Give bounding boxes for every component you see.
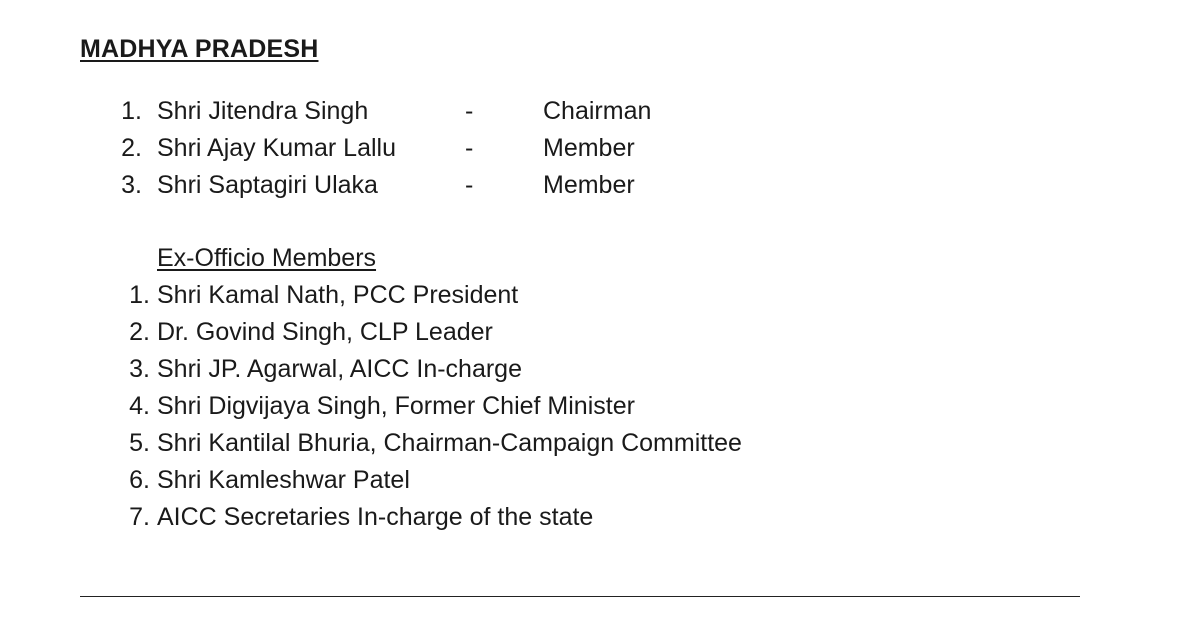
ex-officio-text: Shri Kamal Nath, PCC President [157,281,519,309]
committee-dash: - [465,134,474,162]
committee-name: Shri Saptagiri Ulaka [157,171,378,199]
committee-role: Chairman [543,97,652,125]
ex-officio-heading: Ex-Officio Members [157,244,377,272]
state-heading: MADHYA PRADESH [80,35,319,63]
ex-officio-number: 5. [129,429,150,457]
bottom-divider [80,596,1080,597]
committee-name: Shri Jitendra Singh [157,97,369,125]
ex-officio-number: 7. [129,503,150,531]
committee-dash: - [465,97,474,125]
ex-officio-text: Shri JP. Agarwal, AICC In-charge [157,355,522,383]
committee-name: Shri Ajay Kumar Lallu [157,134,397,162]
committee-number: 2. [121,134,142,162]
ex-officio-text: Dr. Govind Singh, CLP Leader [157,318,493,346]
ex-officio-number: 2. [129,318,150,346]
committee-role: Member [543,134,635,162]
committee-role: Member [543,171,635,199]
ex-officio-number: 6. [129,466,150,494]
ex-officio-text: Shri Kamleshwar Patel [157,466,410,494]
ex-officio-number: 3. [129,355,150,383]
ex-officio-text: Shri Kantilal Bhuria, Chairman-Campaign Committee [157,429,742,457]
ex-officio-text: Shri Digvijaya Singh, Former Chief Minister [157,392,635,420]
ex-officio-number: 4. [129,392,150,420]
ex-officio-number: 1. [129,281,150,309]
committee-dash: - [465,171,474,199]
committee-number: 1. [121,97,142,125]
committee-number: 3. [121,171,142,199]
ex-officio-text: AICC Secretaries In-charge of the state [157,503,594,531]
